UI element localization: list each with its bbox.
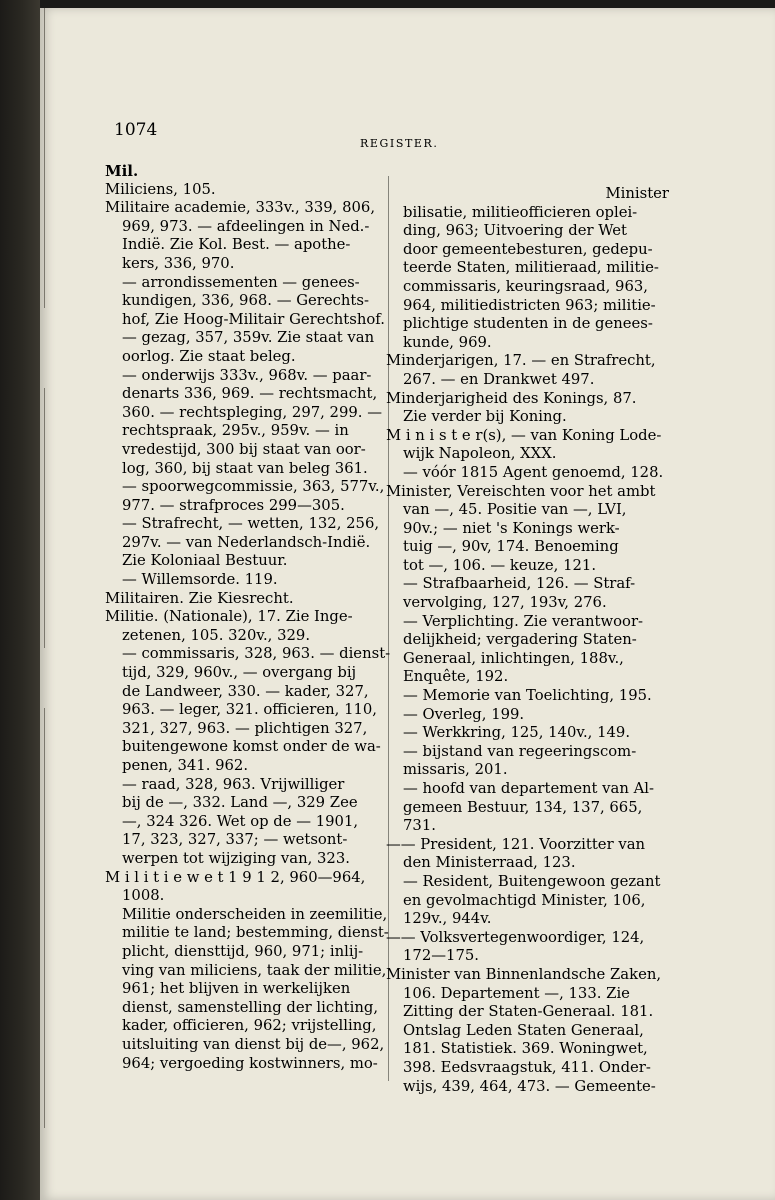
index-line: Militaire academie, 333v., 339, 806, (105, 199, 376, 217)
page-number: 1074 (114, 120, 158, 140)
index-line: 964, militiedistricten 963; militie- (403, 296, 656, 314)
index-line: Militie. (Nationale), 17. Zie Inge- (105, 608, 353, 626)
index-line: 267. — en Drankwet 497. (403, 370, 595, 388)
index-line: werpen tot wijziging van, 323. (122, 849, 350, 867)
index-line: — Strafbaarheid, 126. — Straf- (403, 575, 636, 593)
index-line: 360. — rechtspleging, 297, 299. — (122, 403, 383, 421)
running-header: REGISTER. (360, 137, 439, 150)
index-line: 181. Statistiek. 369. Woningwet, (403, 1040, 648, 1058)
index-line: tuig —, 90v, 174. Benoeming (403, 538, 619, 556)
index-line: Miliciens, 105. (105, 180, 216, 198)
index-line: tijd, 329, 960v., — overgang bij (122, 664, 357, 682)
index-line: plichtige studenten in de genees- (403, 315, 653, 333)
index-line: — bijstand van regeeringscom- (403, 742, 637, 760)
index-line: 129v., 944v. (403, 910, 492, 928)
index-line: kunde, 969. (403, 333, 492, 351)
index-line: 398. Eedsvraagstuk, 411. Onder- (403, 1058, 651, 1076)
index-line: 963. — leger, 321. officieren, 110, (122, 701, 378, 719)
index-line: plicht, diensttijd, 960, 971; inlij- (122, 942, 364, 960)
index-line: — Overleg, 199. (403, 705, 525, 723)
index-line: kundigen, 336, 968. — Gerechts- (122, 292, 369, 310)
index-line: — Werkkring, 125, 140v., 149. (403, 724, 631, 742)
index-line: teerde Staten, militieraad, militie- (403, 259, 659, 277)
index-line: —— Volksvertegenwoordiger, 124, (386, 928, 645, 946)
index-line: 1008. (122, 887, 165, 905)
index-line: tot —, 106. — keuze, 121. (403, 556, 597, 574)
index-line: penen, 341. 962. (122, 757, 249, 774)
book-spine (0, 0, 40, 1200)
index-line: vredestijd, 300 bij staat van oor- (122, 440, 366, 458)
index-line: militie te land; bestemming, dienst- (122, 924, 389, 942)
index-line: — vóór 1815 Agent genoemd, 128. (403, 463, 664, 481)
index-line: wijs, 439, 464, 473. — Gemeente- (403, 1077, 656, 1095)
index-line: buitengewone komst onder de wa- (122, 738, 381, 756)
index-line: Minister (605, 185, 669, 202)
index-line: — commissaris, 328, 963. — dienst- (122, 645, 391, 663)
index-line: delijkheid; vergadering Staten- (403, 631, 637, 649)
index-line: Zie Koloniaal Bestuur. (122, 552, 288, 570)
index-line: Minderjarigheid des Konings, 87. (386, 389, 637, 407)
index-line: rechtspraak, 295v., 959v. — in (122, 422, 349, 440)
index-line: M i l i t i e w e t 1 9 1 2, 960—964, (105, 868, 366, 886)
index-line: door gemeentebesturen, gedepu- (403, 240, 653, 258)
index-line: vervolging, 127, 193v, 276. (403, 594, 607, 612)
index-line: — gezag, 357, 359v. Zie staat van (122, 329, 375, 347)
index-line: Indië. Zie Kol. Best. — apothe- (122, 236, 351, 254)
index-line: 964; vergoeding kostwinners, mo- (122, 1054, 378, 1072)
index-line: — raad, 328, 963. Vrijwilliger (122, 775, 345, 793)
index-line: Generaal, inlichtingen, 188v., (403, 649, 624, 667)
index-line: kers, 336, 970. (122, 254, 235, 272)
index-line: 90v.; — niet 's Konings werk- (403, 519, 620, 537)
left-column (105, 162, 391, 1073)
index-line: kader, officieren, 962; vrijstelling, (122, 1017, 377, 1035)
index-line: M i n i s t e r(s), — van Koning Lode- (386, 426, 662, 444)
index-line: 961; het blijven in werkelijken (122, 980, 351, 998)
index-line: bij de —, 332. Land —, 329 Zee (122, 794, 358, 812)
index-line: — Willemsorde. 119. (122, 571, 278, 589)
index-line: — Resident, Buitengewoon gezant (403, 872, 661, 890)
index-line: — onderwijs 333v., 968v. — paar- (122, 366, 372, 384)
index-line: denarts 336, 969. — rechtsmacht, (122, 385, 378, 403)
index-line: 172—175. (403, 947, 479, 965)
index-line: dienst, samenstelling der lichting, (122, 998, 379, 1016)
index-line: — Verplichting. Zie verantwoor- (403, 612, 644, 630)
index-line: wijk Napoleon, XXX. (403, 445, 557, 463)
index-line: 969, 973. — afdeelingen in Ned.- (122, 217, 370, 235)
index-line: de Landweer, 330. — kader, 327, (122, 682, 369, 700)
index-line: —, 324 326. Wet op de — 1901, (122, 812, 359, 830)
index-line: 321, 327, 963. — plichtigen 327, (122, 719, 368, 737)
index-line: van —, 45. Positie van —, LVI, (403, 501, 627, 519)
index-line: 731. (403, 817, 436, 835)
index-line: uitsluiting van dienst bij de—, 962, (122, 1035, 385, 1053)
index-line: commissaris, keuringsraad, 963, (403, 277, 649, 295)
right-column (386, 185, 669, 1096)
index-line: bilisatie, militieofficieren oplei- (403, 203, 638, 221)
index-line: — Strafrecht, — wetten, 132, 256, (122, 515, 380, 533)
page-edge-line (44, 8, 45, 308)
index-line: 977. — strafproces 299—305. (122, 496, 345, 514)
index-line: Ontslag Leden Staten Generaal, (403, 1021, 644, 1039)
index-line: ving van miliciens, taak der militie, (122, 961, 387, 979)
index-line: 106. Departement —, 133. Zie (403, 984, 630, 1002)
index-line: — Memorie van Toelichting, 195. (403, 687, 652, 705)
index-line: Minderjarigen, 17. — en Strafrecht, (386, 352, 656, 370)
index-line: —— President, 121. Voorzitter van (386, 835, 646, 853)
index-line: gemeen Bestuur, 134, 137, 665, (403, 798, 643, 816)
index-line: — hoofd van departement van Al- (403, 780, 655, 797)
index-line: en gevolmachtigd Minister, 106, (403, 891, 646, 909)
index-line: Mil. (105, 162, 139, 180)
index-line: 17, 323, 327, 337; — wetsont- (122, 831, 348, 849)
index-line: Militairen. Zie Kiesrecht. (105, 589, 294, 607)
index-line: zetenen, 105. 320v., 329. (122, 626, 311, 644)
index-line: Enquête, 192. (403, 668, 509, 686)
index-line: ding, 963; Uitvoering der Wet (403, 222, 627, 240)
page-edge-line (44, 388, 45, 648)
index-line: hof, Zie Hoog-Militair Gerechtshof. (122, 310, 385, 328)
index-line: Zie verder bij Koning. (403, 408, 567, 426)
index-line: den Ministerraad, 123. (403, 854, 576, 872)
index-line: Minister, Vereischten voor het ambt (386, 482, 656, 500)
index-line: missaris, 201. (403, 761, 508, 779)
index-line: oorlog. Zie staat beleg. (122, 347, 296, 365)
index-line: Zitting der Staten-Generaal. 181. (403, 1003, 654, 1021)
index-line: Militie onderscheiden in zeemilitie, (122, 905, 388, 923)
index-line: — spoorwegcommissie, 363, 577v., (122, 478, 385, 496)
index-line: 297v. — van Nederlandsch-Indië. (122, 533, 371, 551)
index-line: Minister van Binnenlandsche Zaken, (386, 965, 662, 983)
index-line: log, 360, bij staat van beleg 361. (122, 459, 368, 477)
page-edge-line (44, 708, 45, 1128)
index-line: — arrondissementen — genees- (122, 273, 360, 291)
